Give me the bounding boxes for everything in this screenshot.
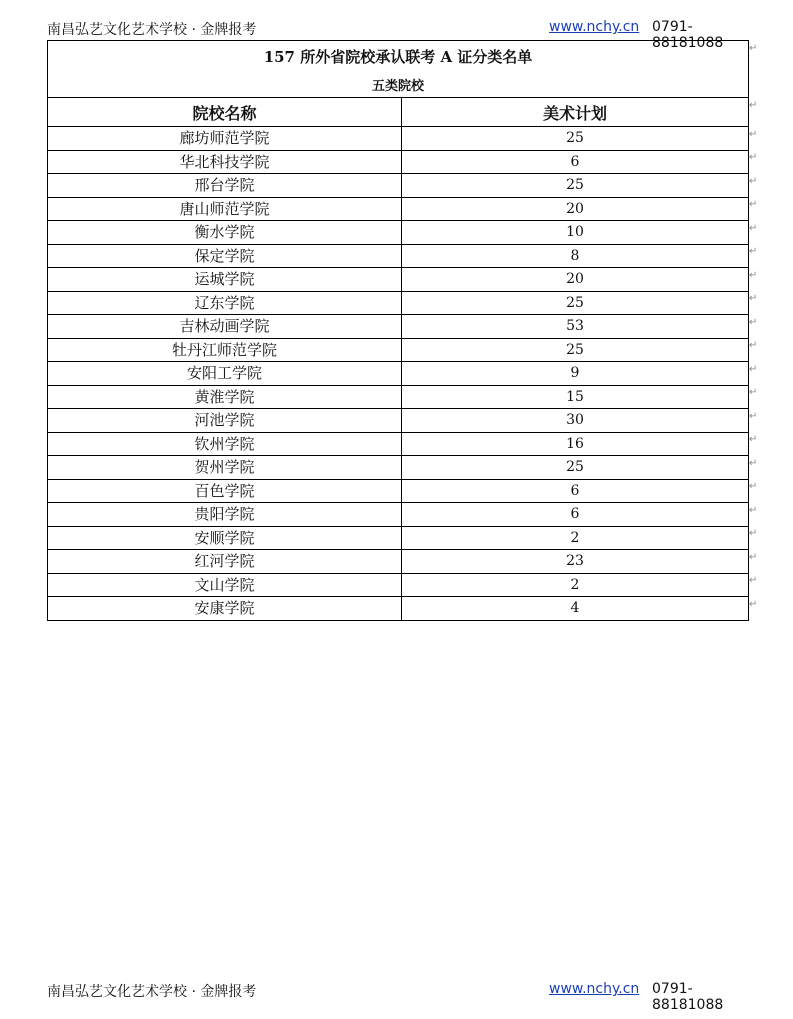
table-row [48,385,749,409]
footer-org: 南昌弘艺文化艺术学校 · 金牌报考 [47,984,257,1000]
table-row [48,174,749,198]
paragraph-mark-icon: ↵ [749,363,758,375]
school-name-cell: 贵阳学院 [48,503,402,527]
school-name-cell: 衡水学院 [48,221,402,245]
plan-count-cell: 25 [402,174,749,198]
table-row [48,409,749,433]
table-row [48,291,749,315]
paragraph-mark-icon: ↵ [749,598,758,610]
header-url-link[interactable]: www.nchy.cn [549,19,640,35]
table-row [48,503,749,527]
table-row [48,432,749,456]
plan-count-cell: 25 [402,338,749,362]
header-phone: 0791-88181088 [652,19,724,51]
paragraph-mark-icon: ↵ [749,316,758,328]
plan-count-cell: 25 [402,127,749,151]
plan-count-cell: 6 [402,503,749,527]
table-row [48,550,749,574]
table-row [48,197,749,221]
school-name-cell: 安顺学院 [48,526,402,550]
paragraph-mark-icon: ↵ [749,575,758,586]
title-row [48,41,749,98]
school-name-cell: 安康学院 [48,597,402,621]
column-header-row [48,98,749,127]
table-row [48,221,749,245]
school-name-cell: 邢台学院 [48,174,402,198]
plan-count-cell: 53 [402,315,749,339]
school-name-cell: 红河学院 [48,550,402,574]
school-table [47,40,749,621]
school-name-cell: 吉林动画学院 [48,315,402,339]
table-row [48,526,749,550]
paragraph-mark-icon: ↵ [749,152,758,163]
plan-count-cell: 2 [402,573,749,597]
school-name-cell: 百色学院 [48,479,402,503]
school-name-cell: 牡丹江师范学院 [48,338,402,362]
table-row [48,597,749,621]
paragraph-mark-icon: ↵ [749,42,758,54]
table-row [48,338,749,362]
plan-count-cell: 6 [402,150,749,174]
paragraph-mark-icon: ↵ [749,246,758,257]
plan-count-cell: 4 [402,597,749,621]
plan-count-cell: 9 [402,362,749,386]
paragraph-mark-icon: ↵ [749,99,758,111]
paragraph-mark-icon: ↵ [749,551,758,563]
plan-count-cell: 20 [402,197,749,221]
school-name-cell: 河池学院 [48,409,402,433]
page-footer [47,981,741,1013]
paragraph-mark-icon: ↵ [749,481,758,492]
paragraph-mark-icon: ↵ [749,199,758,210]
paragraph-mark-icon: ↵ [749,222,758,234]
plan-count-cell: 10 [402,221,749,245]
footer-phone: 0791-88181088 [652,981,724,1013]
paragraph-mark-icon: ↵ [749,128,758,140]
column-header-plan: 美术计划 [402,98,749,127]
school-name-cell: 保定学院 [48,244,402,268]
table-row [48,244,749,268]
table-row [48,456,749,480]
paragraph-mark-icon: ↵ [749,269,758,281]
plan-count-cell: 23 [402,550,749,574]
table-row [48,315,749,339]
table-row [48,479,749,503]
header-org: 南昌弘艺文化艺术学校 · 金牌报考 [47,22,257,38]
school-name-cell: 华北科技学院 [48,150,402,174]
plan-count-cell: 2 [402,526,749,550]
table-row [48,150,749,174]
school-name-cell: 唐山师范学院 [48,197,402,221]
school-name-cell: 廊坊师范学院 [48,127,402,151]
title-cell [48,41,749,98]
plan-count-cell: 6 [402,479,749,503]
school-name-cell: 辽东学院 [48,291,402,315]
plan-count-cell: 25 [402,456,749,480]
school-name-cell: 文山学院 [48,573,402,597]
table-title: 157 所外省院校承认联考 A 证分类名单 [263,48,533,66]
school-name-cell: 黄淮学院 [48,385,402,409]
plan-count-cell: 16 [402,432,749,456]
paragraph-mark-icon: ↵ [749,340,758,351]
page-header [47,19,741,51]
table-row [48,127,749,151]
paragraph-mark-icon: ↵ [749,457,758,469]
table-row [48,573,749,597]
column-header-school: 院校名称 [48,98,402,127]
paragraph-mark-icon: ↵ [749,387,758,398]
school-name-cell: 运城学院 [48,268,402,292]
paragraph-mark-icon: ↵ [749,175,758,187]
table-subtitle: 五类院校 [371,79,424,94]
paragraph-mark-icon: ↵ [749,434,758,445]
paragraph-mark-icon: ↵ [749,293,758,304]
plan-count-cell: 15 [402,385,749,409]
plan-count-cell: 20 [402,268,749,292]
footer-url-link[interactable]: www.nchy.cn [549,981,640,997]
plan-count-cell: 25 [402,291,749,315]
paragraph-mark-icon: ↵ [749,504,758,516]
paragraph-mark-icon: ↵ [749,528,758,539]
school-name-cell: 安阳工学院 [48,362,402,386]
school-name-cell: 钦州学院 [48,432,402,456]
table-row [48,362,749,386]
plan-count-cell: 30 [402,409,749,433]
paragraph-mark-icon: ↵ [749,410,758,422]
table-row [48,268,749,292]
school-name-cell: 贺州学院 [48,456,402,480]
plan-count-cell: 8 [402,244,749,268]
